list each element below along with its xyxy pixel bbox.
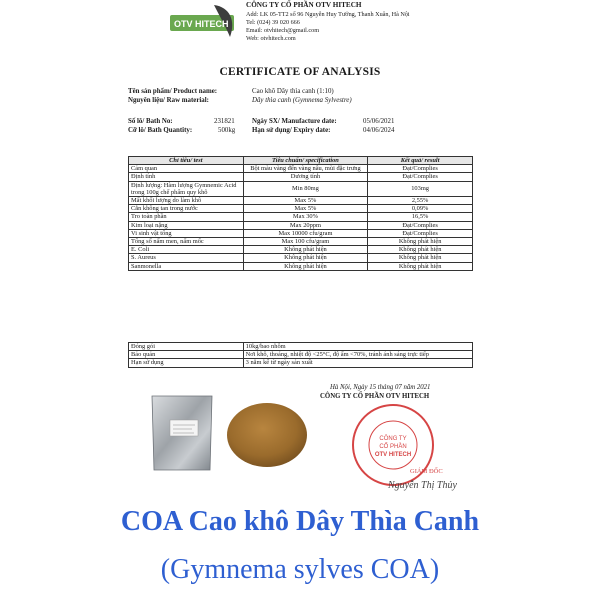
results-test-cell: Tổng số nấm men, nấm mốc (129, 238, 244, 246)
mfg-label: Ngày SX/ Manufacture date: (252, 118, 337, 125)
results-row (129, 173, 473, 181)
results-row (129, 181, 473, 196)
results-result-cell: Không phát hiện (368, 254, 473, 262)
results-spec-cell: Không phát hiện (243, 254, 368, 262)
results-spec-cell: Max 20ppm (243, 221, 368, 229)
packaging-value-cell: 3 năm kể từ ngày sản xuất (243, 359, 472, 367)
mfg-value: 05/06/2021 (363, 118, 395, 125)
packaging-label-cell: Hạn sử dụng (129, 359, 244, 367)
header-test: Chỉ tiêu/ test (129, 157, 244, 165)
results-row (129, 238, 473, 246)
results-test-cell: Sanmonella (129, 262, 244, 270)
results-spec-cell: Max 30% (243, 213, 368, 221)
results-row (129, 254, 473, 262)
results-test-cell: E. Coli (129, 246, 244, 254)
packaging-row (129, 359, 473, 367)
raw-value: Dây thìa canh (Gymnema Sylvestre) (252, 97, 352, 104)
results-spec-cell: Min 80mg (243, 181, 368, 196)
company-logo (170, 3, 238, 43)
packaging-value-cell: 10kg/bao nhôm (243, 343, 472, 351)
results-row (129, 262, 473, 270)
results-result-cell: 103mg (368, 181, 473, 196)
results-test-cell: Cắn không tan trong nước (129, 205, 244, 213)
powder-image (224, 400, 310, 470)
packaging-label-cell: Bảo quản (129, 351, 244, 359)
results-row (129, 165, 473, 173)
company-name: CÔNG TY CỔ PHẦN OTV HITECH (246, 1, 362, 9)
results-result-cell: Không phát hiện (368, 262, 473, 270)
company-web: Web: otvhitech.com (246, 35, 296, 42)
results-result-cell: 16,5% (368, 213, 473, 221)
results-test-cell: Định tính (129, 173, 244, 181)
results-result-cell: Đạt/Complies (368, 173, 473, 181)
results-spec-cell: Max 100 cfu/gram (243, 238, 368, 246)
results-test-cell: Tro toàn phần (129, 213, 244, 221)
product-bag-image (148, 392, 216, 472)
results-result-cell: Đạt/Complies (368, 221, 473, 229)
results-spec-cell: Max 5% (243, 205, 368, 213)
packaging-row (129, 343, 473, 351)
qty-label: Cỡ lô/ Bath Quantity: (128, 127, 193, 134)
results-result-cell: Đạt/Complies (368, 165, 473, 173)
svg-text:OTV HITECH: OTV HITECH (374, 452, 412, 458)
caption-subtitle: (Gymnema sylves COA) (160, 554, 440, 585)
exp-value: 04/06/2024 (363, 127, 395, 134)
results-spec-cell: Không phát hiện (243, 262, 368, 270)
company-tel: Tel: (024) 39 020 666 (246, 19, 300, 26)
packaging-label-cell: Đóng gói (129, 343, 244, 351)
results-spec-cell: Max 5% (243, 197, 368, 205)
svg-text:OTV HITECH: OTV HITECH (174, 19, 229, 29)
results-test-cell: Kim loại nặng (129, 221, 244, 229)
document-title: CERTIFICATE OF ANALYSIS (219, 66, 381, 78)
results-spec-cell: Không phát hiện (243, 246, 368, 254)
svg-text:CỔ PHẦN: CỔ PHẦN (379, 444, 407, 450)
raw-label: Nguyên liệu/ Raw material: (128, 97, 209, 104)
results-row (129, 246, 473, 254)
company-address: Add: LK 05-TT2 số 96 Nguyễn Huy Tưởng, Thanh Xuân, Hà Nội (246, 11, 410, 18)
results-result-cell: Không phát hiện (368, 246, 473, 254)
exp-label: Hạn sử dụng/ Expiry date: (252, 127, 331, 134)
results-row (129, 205, 473, 213)
results-result-cell: Không phát hiện (368, 238, 473, 246)
results-spec-cell: Dương tính (243, 173, 368, 181)
results-test-cell: Mất khối lượng do làm khô (129, 197, 244, 205)
results-spec-cell: Bột màu vàng đến vàng nâu, mùi đặc trưng (243, 165, 368, 173)
results-test-cell: Định lượng: Hàm lượng Gymnemic Acid trong 100g chế phẩm quy khô (129, 181, 244, 196)
company-stamp (350, 402, 436, 488)
packaging-row (129, 351, 473, 359)
results-result-cell: 2,55% (368, 197, 473, 205)
results-row (129, 213, 473, 221)
caption-title: COA Cao khô Dây Thìa Canh (120, 506, 480, 537)
header-spec: Tiêu chuẩn/ specification (243, 157, 368, 165)
company-email: Email: otvhitech@gmail.com (246, 27, 320, 34)
results-spec-cell: Max 10000 cfu/gram (243, 229, 368, 237)
svg-text:CÔNG TY: CÔNG TY (379, 436, 407, 442)
batch-label: Số lô/ Bath No: (128, 118, 173, 125)
results-row (129, 197, 473, 205)
director-title: GIÁM ĐỐC (410, 468, 443, 475)
results-row (129, 221, 473, 229)
product-value: Cao khô Dây thìa canh (1:10) (252, 88, 334, 95)
results-test-cell: S. Aureus (129, 254, 244, 262)
packaging-table (128, 342, 473, 368)
header-result: Kết quả/ result (368, 157, 473, 165)
sign-company: CÔNG TY CỔ PHẦN OTV HITECH (320, 393, 430, 400)
results-test-cell: Vi sinh vật tổng (129, 229, 244, 237)
sign-date: Hà Nội, Ngày 15 tháng 07 năm 2021 (330, 384, 431, 391)
results-test-cell: Cảm quan (129, 165, 244, 173)
qty-value: 500kg (218, 127, 236, 134)
results-header-row (129, 157, 473, 165)
packaging-value-cell: Nơi khô, thoáng, nhiệt độ <25°C, độ ẩm <70%, tránh ánh sáng trực tiếp (243, 351, 472, 359)
results-result-cell: 0,09% (368, 205, 473, 213)
product-label: Tên sản phẩm/ Product name: (128, 88, 218, 95)
signer-name: Nguyễn Thị Thủy (388, 480, 457, 491)
batch-value: 231821 (214, 118, 235, 125)
results-table (128, 156, 473, 271)
results-row (129, 229, 473, 237)
results-result-cell: Đạt/Complies (368, 229, 473, 237)
